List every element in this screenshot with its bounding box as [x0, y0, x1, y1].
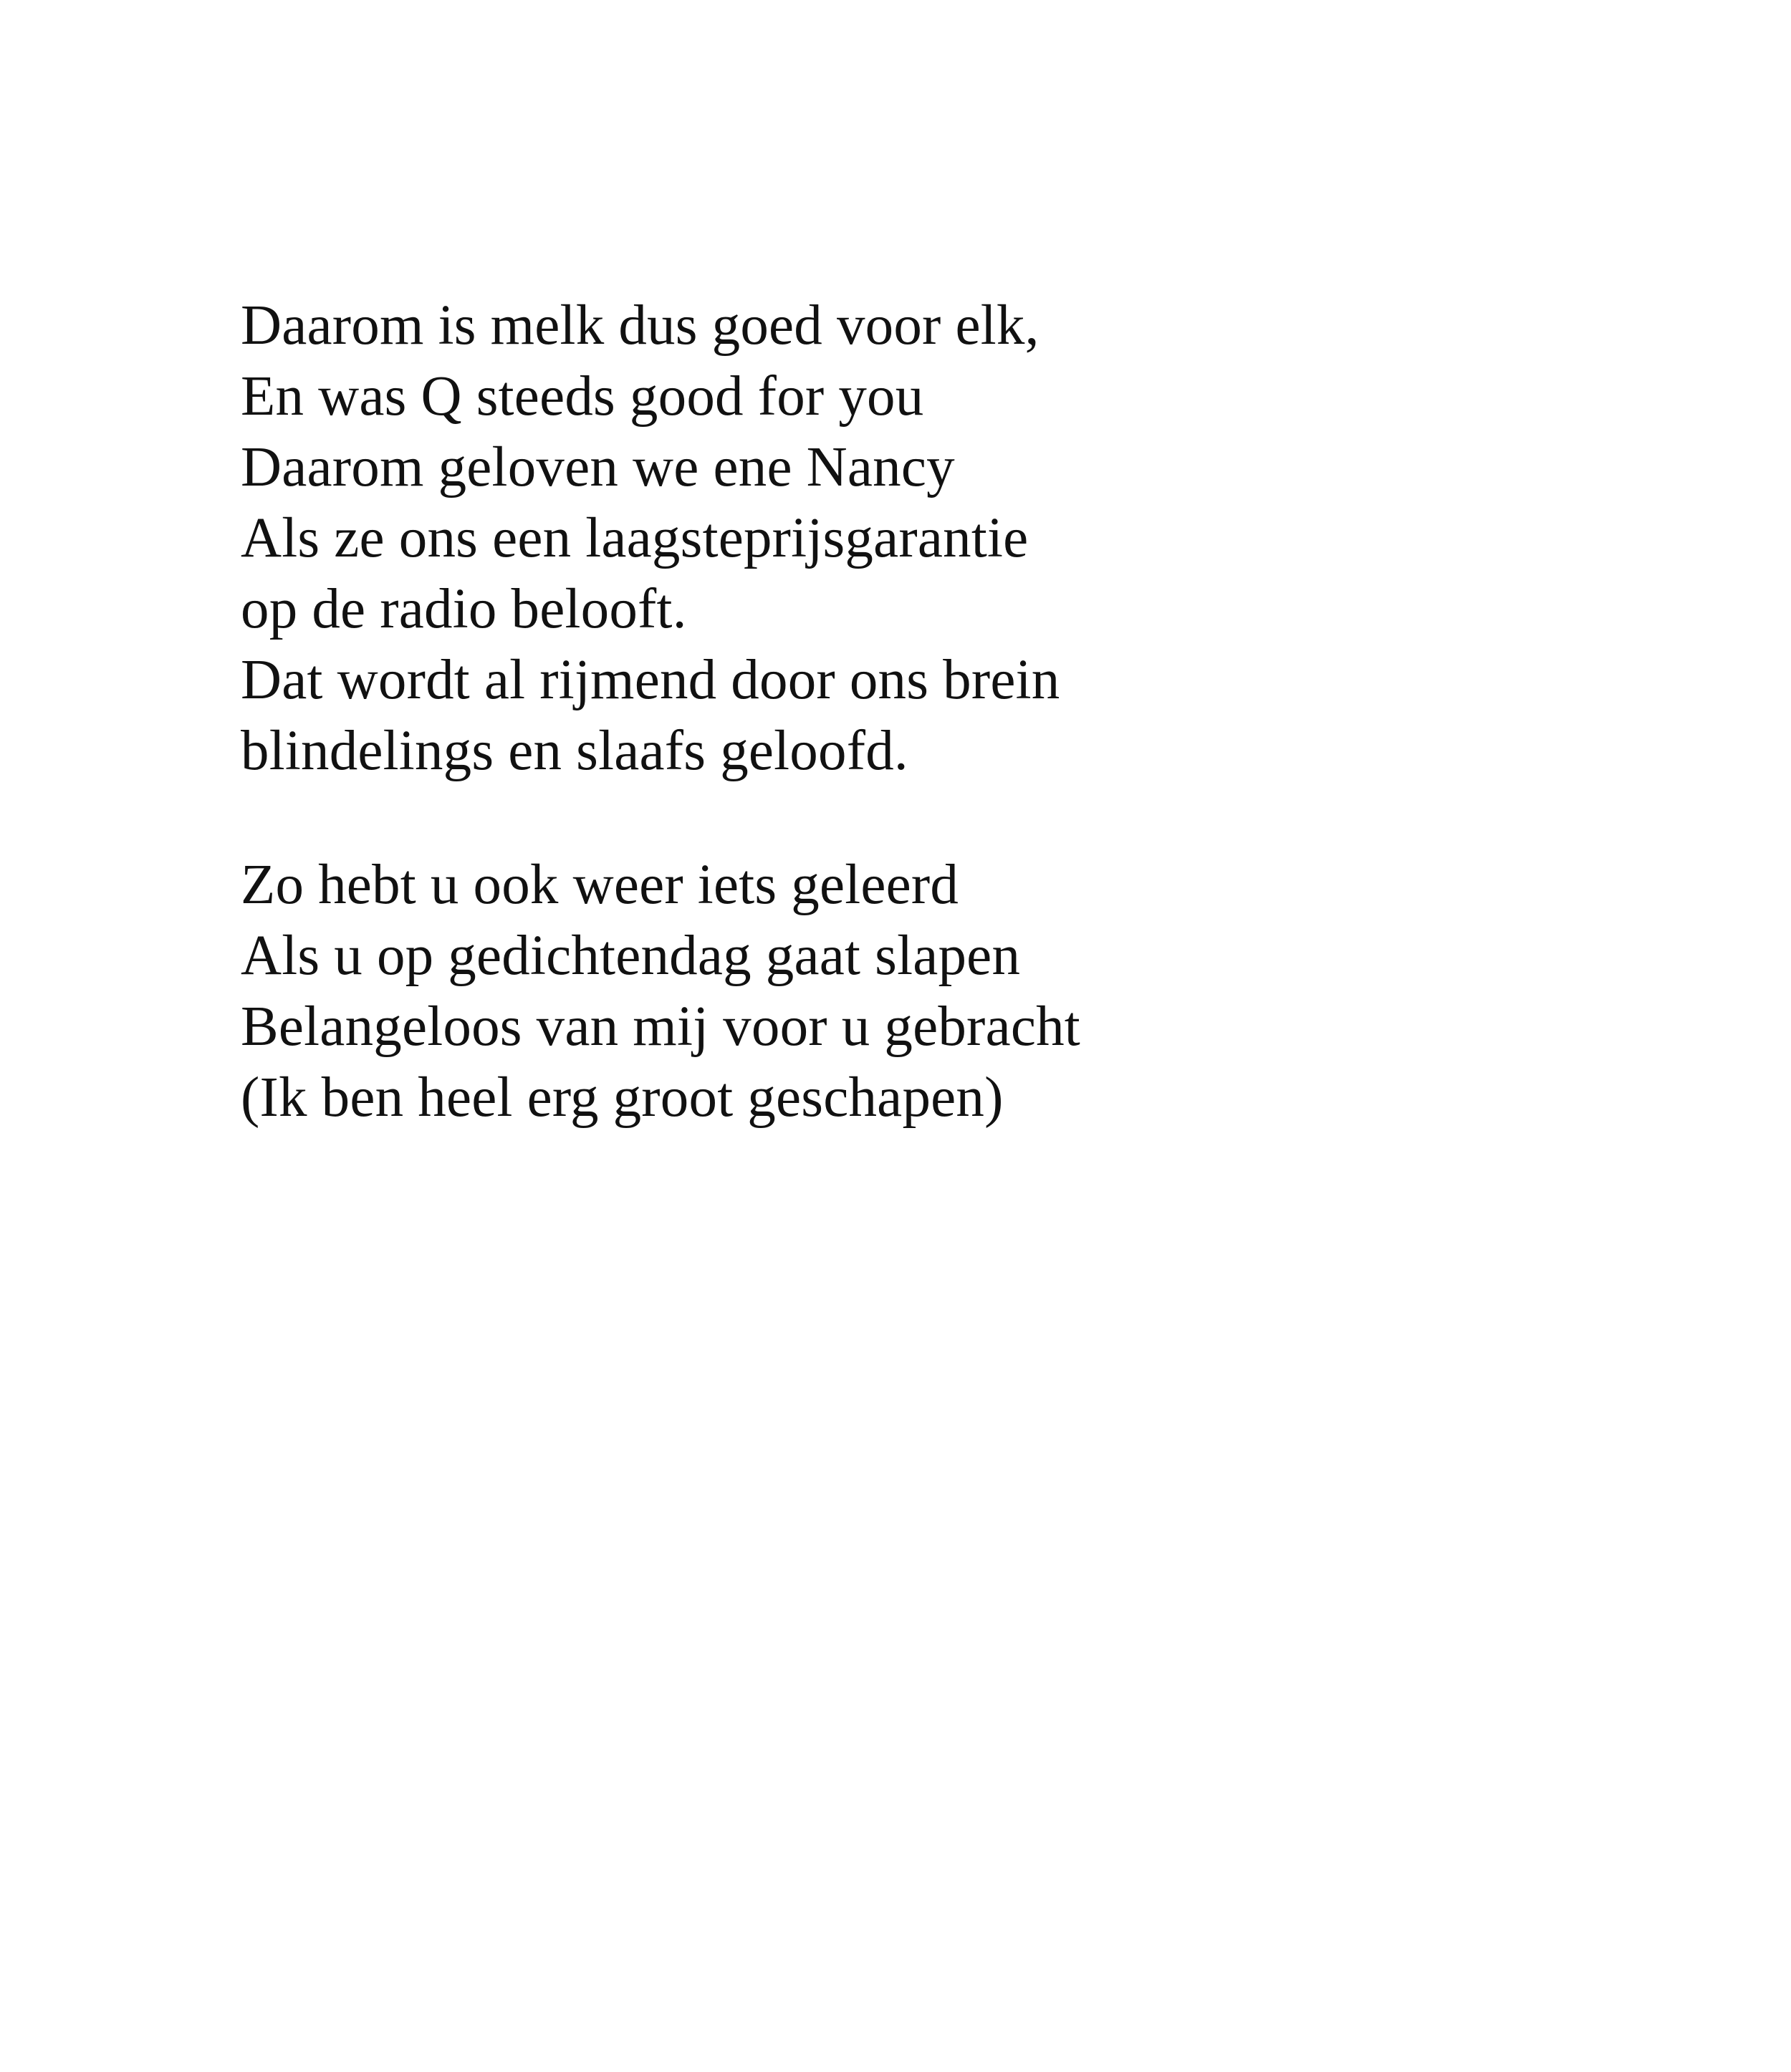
stanza-2 [241, 849, 1674, 1133]
poem-line: Als u op gedichtendag gaat slapen [241, 925, 1021, 987]
poem-line: En was Q steeds good for you [241, 365, 924, 428]
poem [241, 290, 1674, 1133]
poem-line: blindelings en slaafs geloofd. [241, 720, 908, 782]
poem-line: Daarom is melk dus goed voor elk, [241, 294, 1039, 357]
poem-line: Belangeloos van mij voor u gebracht [241, 996, 1080, 1058]
poem-line: Als ze ons een laagsteprijsgarantie [241, 507, 1029, 569]
poem-line: op de radio belooft. [241, 578, 687, 640]
poem-line: Daarom geloven we ene Nancy [241, 436, 955, 498]
poem-line: Dat wordt al rijmend door ons brein [241, 649, 1060, 711]
poem-line: (Ik ben heel erg groot geschapen) [241, 1066, 1004, 1129]
poem-line: Zo hebt u ook weer iets geleerd [241, 854, 959, 916]
stanza-1 [241, 290, 1674, 786]
